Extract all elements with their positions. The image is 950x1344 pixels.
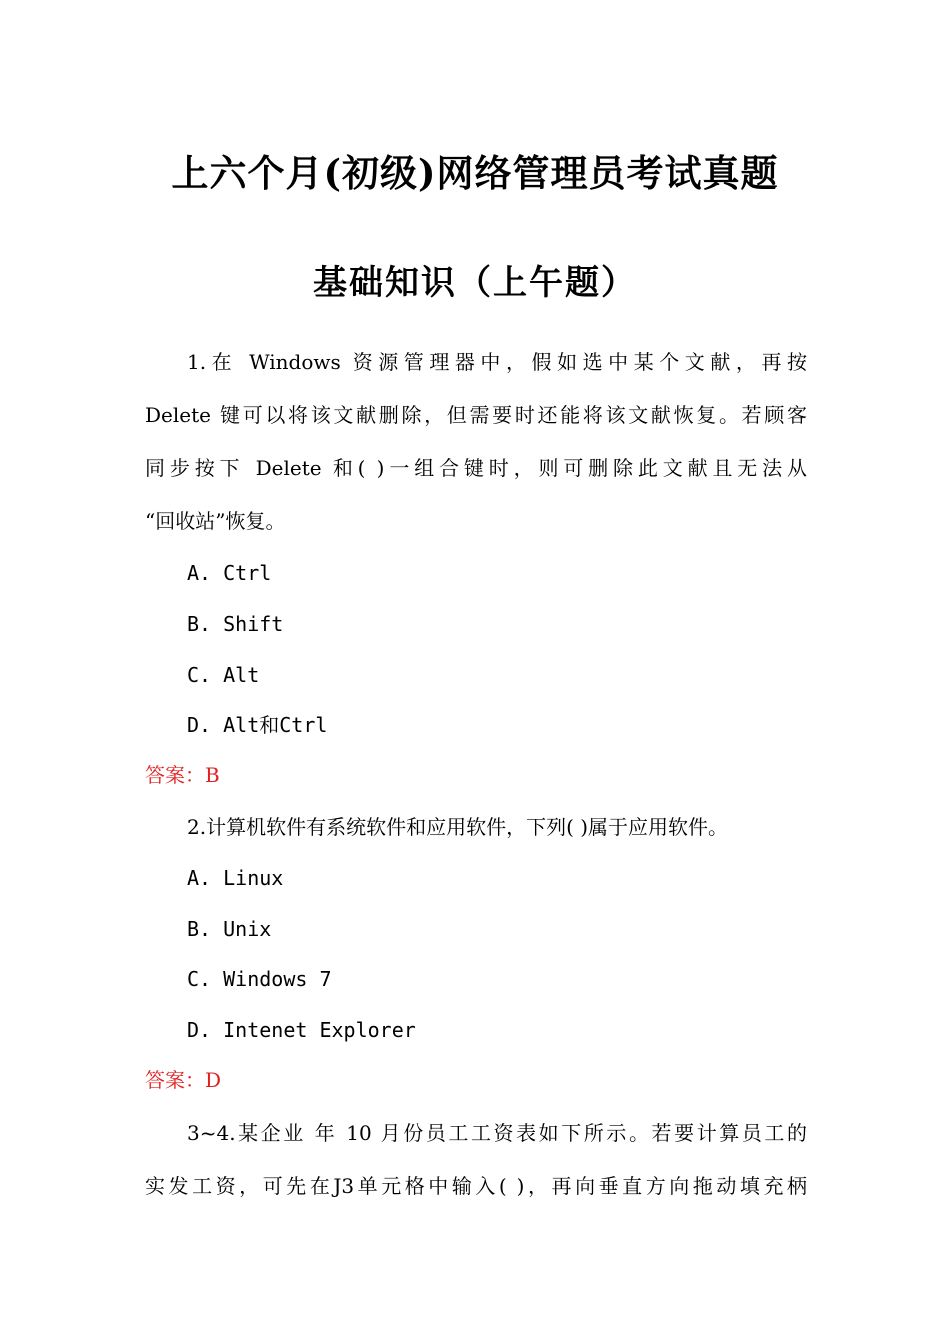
q2-stem: 2.计算机软件有系统软件和应用软件，下列( )属于应用软件。 [187, 815, 729, 839]
q1-option-d: D. Alt和Ctrl [187, 713, 328, 737]
q2-option-c: C. Windows 7 [187, 967, 332, 991]
q1-stem-line-2: Delete 键可以将该文献删除，但需要时还能将该文献恢复。若顾客 [145, 403, 807, 427]
q2-option-a: A. Linux [187, 866, 284, 890]
q3-stem-line-2: 实发工资，可先在J3单元格中输入( )，再向垂直方向拖动填充柄 [145, 1174, 807, 1198]
document-title: 上六个月(初级)网络管理员考试真题 [171, 151, 779, 195]
q1-option-a: A. Ctrl [187, 561, 272, 585]
q2-option-b: B. Unix [187, 917, 272, 941]
q1-option-b: B. Shift [187, 612, 284, 636]
q2-answer: 答案：D [145, 1068, 222, 1092]
q1-answer: 答案：B [145, 763, 220, 787]
q1-option-c: C. Alt [187, 663, 260, 687]
document-subtitle: 基础知识（上午题） [313, 263, 637, 303]
q2-option-d: D. Intenet Explorer [187, 1018, 416, 1042]
q1-stem-line-3: 同步按下 Delete 和( )一组合键时，则可删除此文献且无法从 [145, 456, 807, 480]
q3-stem-line-1: 3~4.某企业 年 10 月份员工工资表如下所示。若要计算员工的 [187, 1121, 807, 1145]
q1-stem-line-1: 1.在 Windows 资源管理器中，假如选中某个文献，再按 [187, 350, 807, 374]
q1-stem-line-4: “回收站”恢复。 [145, 509, 286, 533]
